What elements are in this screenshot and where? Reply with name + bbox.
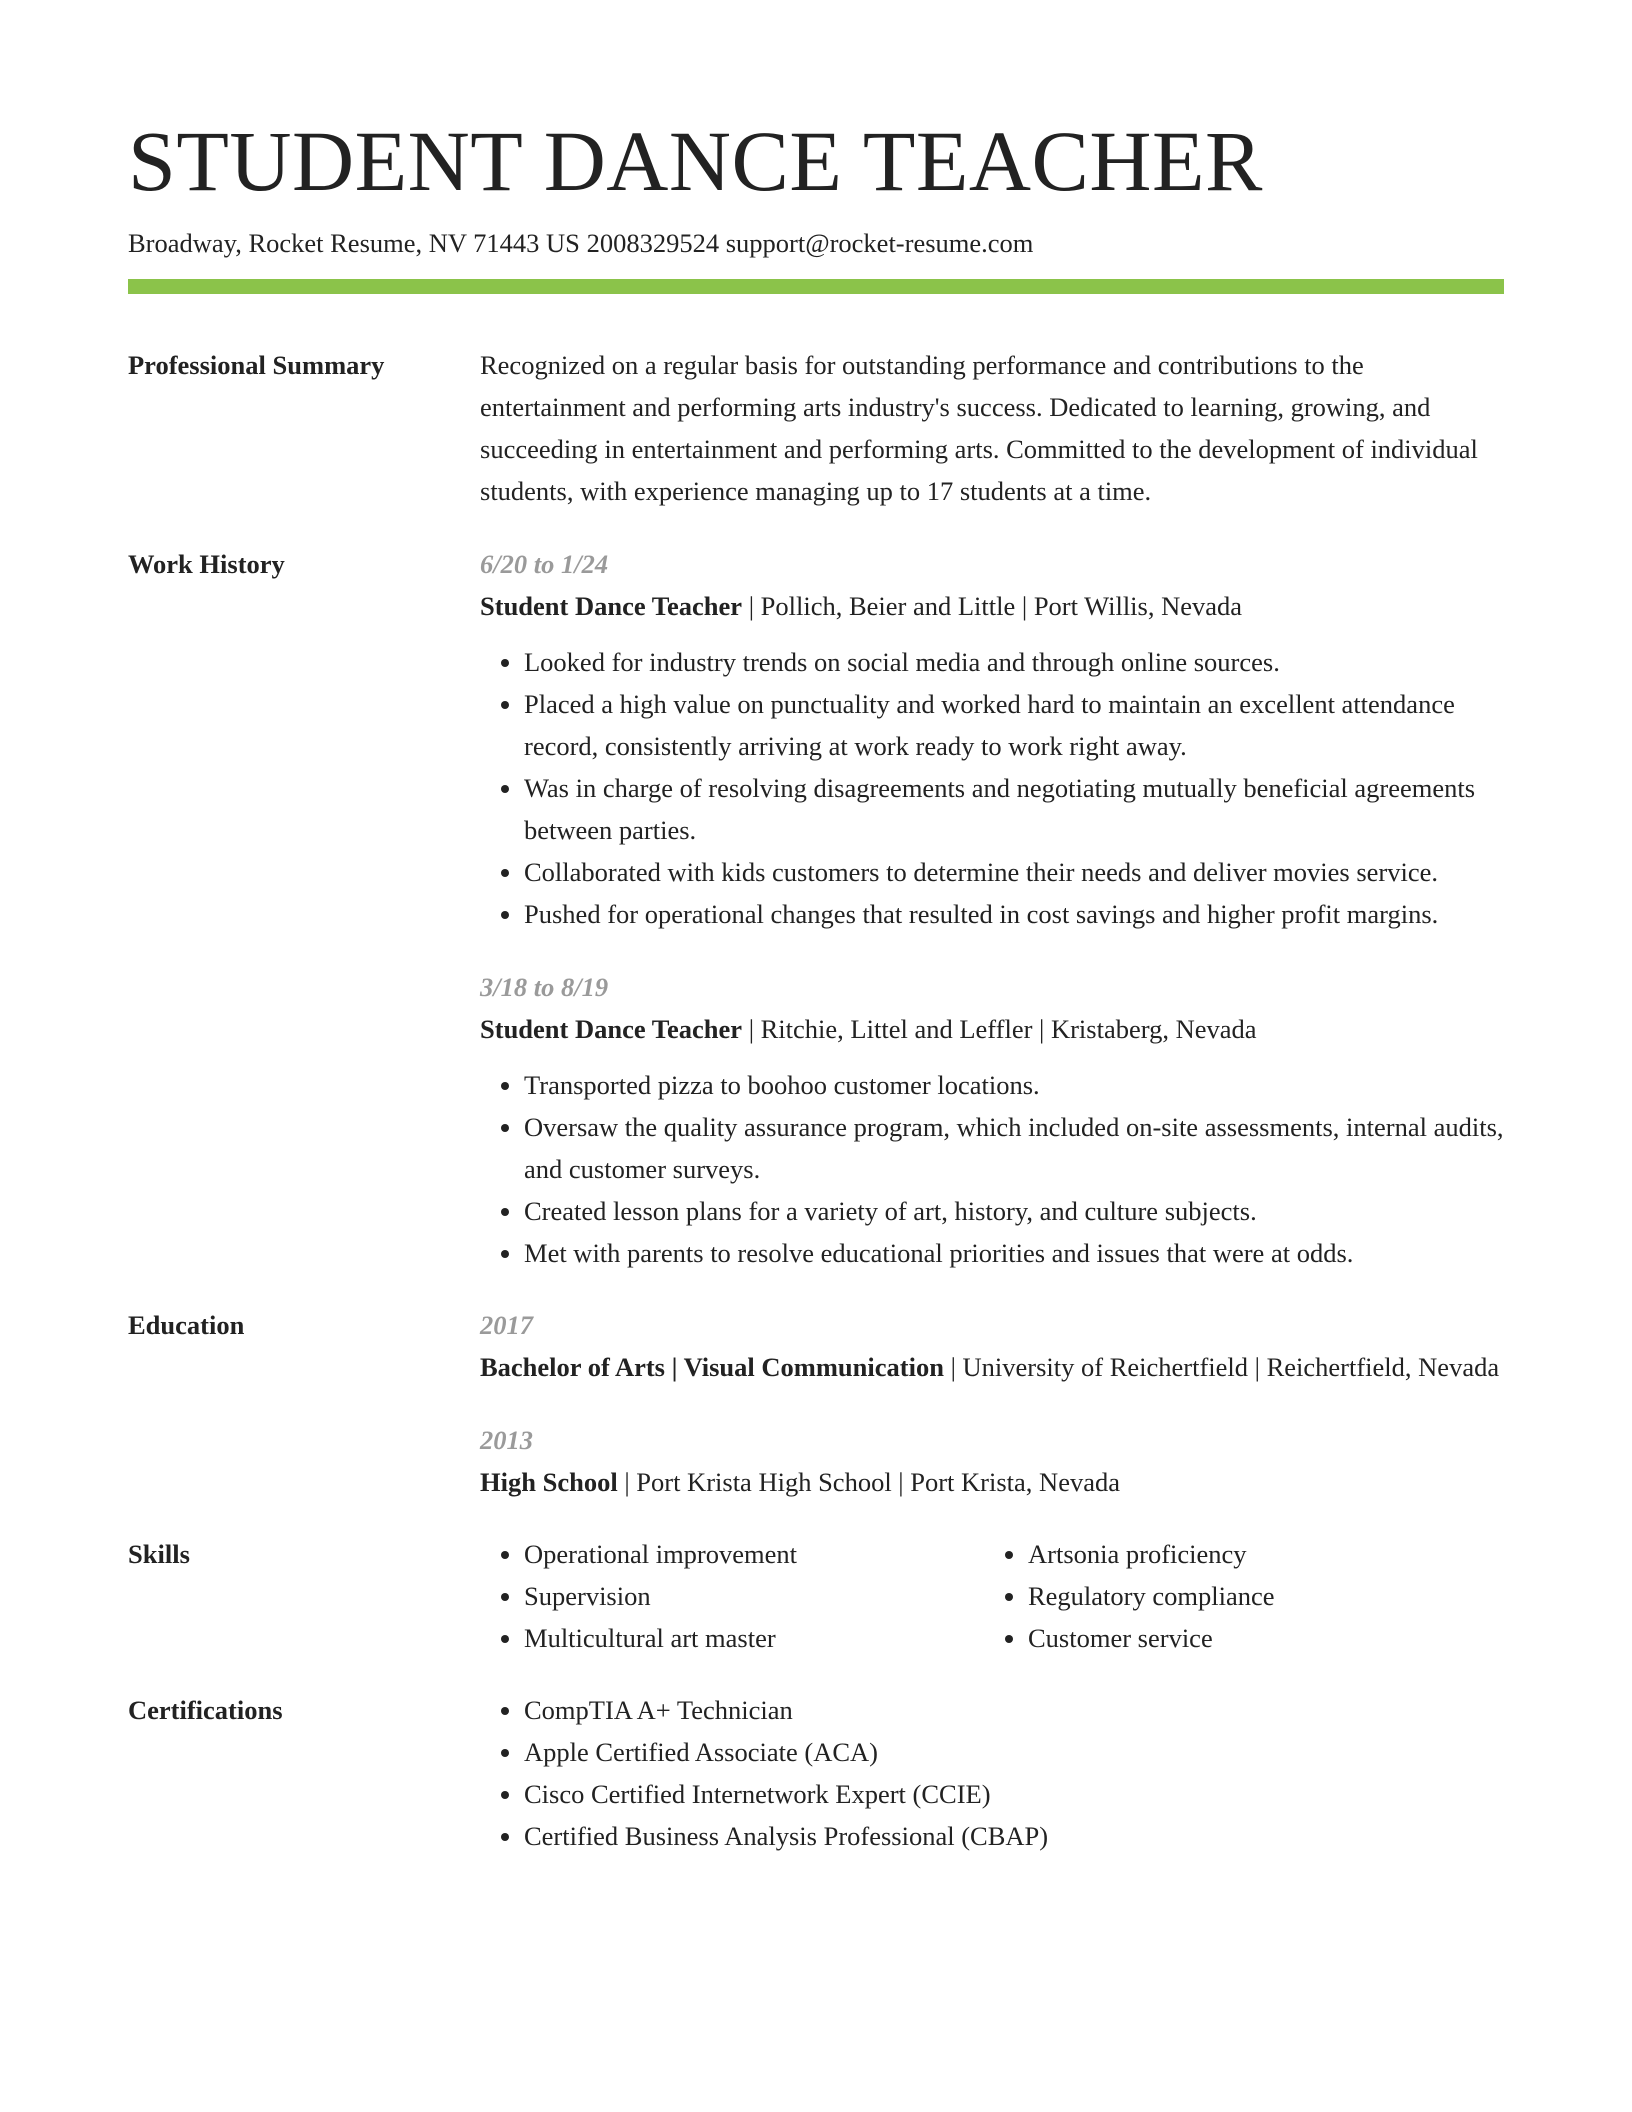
list-item: • Placed a high value on punctuality and worked hard to maintain an excellent attendance record, consistently arriving at work ready to work right away. xyxy=(524,683,1504,767)
work-title: Student Dance Teacher xyxy=(480,1013,743,1044)
section-certifications xyxy=(128,1689,1504,1857)
list-item: • Apple Certified Associate (ACA) xyxy=(524,1731,1504,1773)
page-title: STUDENT DANCE TEACHER xyxy=(128,113,1263,209)
certifications-body xyxy=(480,1689,1504,1857)
list-item: • Looked for industry trends on social media and through online sources. xyxy=(524,641,1504,683)
list-item: • Certified Business Analysis Professional (CBAP) xyxy=(524,1815,1504,1857)
work-role-line xyxy=(480,585,1504,627)
section-work-history xyxy=(128,543,1504,1274)
work-entry xyxy=(480,966,1504,1274)
education-year: 2017 xyxy=(480,1309,533,1340)
certifications-list xyxy=(480,1689,1504,1857)
work-title: Student Dance Teacher xyxy=(480,590,743,621)
list-item: • Customer service xyxy=(1028,1617,1488,1659)
work-bullets xyxy=(480,1064,1504,1274)
work-dates: 6/20 to 1/24 xyxy=(480,548,609,579)
work-entry xyxy=(480,543,1504,935)
education-entry xyxy=(480,1304,1504,1388)
contact-address: Broadway, Rocket Resume, NV 71443 US xyxy=(128,228,580,259)
work-dates: 3/18 to 8/19 xyxy=(480,971,609,1002)
skills-column-left xyxy=(480,1533,984,1659)
header-divider xyxy=(128,279,1504,294)
contact-email: support@rocket-resume.com xyxy=(725,228,1034,259)
work-role-line xyxy=(480,1008,1504,1050)
work-entries xyxy=(480,543,1504,1274)
list-item: • Oversaw the quality assurance program, which included on-site assessments, internal audits, and customer surveys. xyxy=(524,1106,1504,1190)
section-label-summary: Professional Summary xyxy=(128,349,385,380)
skills-column-right xyxy=(984,1533,1488,1659)
list-item: • Pushed for operational changes that resulted in cost savings and higher profit margins. xyxy=(524,893,1504,935)
education-line xyxy=(480,1346,1504,1388)
education-details: | Port Krista High School | Port Krista, Nevada xyxy=(617,1466,1120,1497)
work-details: | Ritchie, Littel and Leffler | Kristaberg, Nevada xyxy=(742,1013,1257,1044)
section-summary xyxy=(128,344,1504,512)
list-item: • Transported pizza to boohoo customer locations. xyxy=(524,1064,1504,1106)
work-details: | Pollich, Beier and Little | Port Willis, Nevada xyxy=(742,590,1243,621)
list-item: • Operational improvement xyxy=(524,1533,984,1575)
contact-line xyxy=(128,226,1504,260)
education-line xyxy=(480,1461,1504,1503)
list-item: • Supervision xyxy=(524,1575,984,1617)
education-entry xyxy=(480,1419,1504,1503)
list-item: • Collaborated with kids customers to determine their needs and deliver movies service. xyxy=(524,851,1504,893)
section-label-skills: Skills xyxy=(128,1538,190,1569)
list-item: • Artsonia proficiency xyxy=(1028,1533,1488,1575)
education-degree: High School xyxy=(480,1466,618,1497)
section-education xyxy=(128,1304,1504,1503)
section-skills xyxy=(128,1533,1504,1659)
skills-body xyxy=(480,1533,1504,1659)
education-degree: Bachelor of Arts | Visual Communication xyxy=(480,1351,944,1382)
skills-columns xyxy=(480,1533,1504,1659)
contact-phone: 2008329524 xyxy=(586,228,720,259)
education-year: 2013 xyxy=(480,1424,533,1455)
education-entries xyxy=(480,1304,1504,1503)
section-label-work: Work History xyxy=(128,548,285,579)
list-item: • Regulatory compliance xyxy=(1028,1575,1488,1617)
list-item: • CompTIA A+ Technician xyxy=(524,1689,1504,1731)
section-label-certifications: Certifications xyxy=(128,1694,283,1725)
list-item: • Cisco Certified Internetwork Expert (CCIE) xyxy=(524,1773,1504,1815)
list-item: • Met with parents to resolve educational priorities and issues that were at odds. xyxy=(524,1232,1504,1274)
education-details: | University of Reichertfield | Reichertfield, Nevada xyxy=(943,1351,1500,1382)
section-label-education: Education xyxy=(128,1309,245,1340)
summary-text: Recognized on a regular basis for outstanding performance and contributions to the entertainment and performing arts industry's success. Dedicated to learning, growing, and succeeding in entertainment and performing arts. Committed to the development of individual students, with experience managing up to 17 students at a time. xyxy=(480,349,1478,506)
list-item: • Created lesson plans for a variety of art, history, and culture subjects. xyxy=(524,1190,1504,1232)
list-item: • Multicultural art master xyxy=(524,1617,984,1659)
work-bullets xyxy=(480,641,1504,935)
list-item: • Was in charge of resolving disagreements and negotiating mutually beneficial agreements between parties. xyxy=(524,767,1504,851)
